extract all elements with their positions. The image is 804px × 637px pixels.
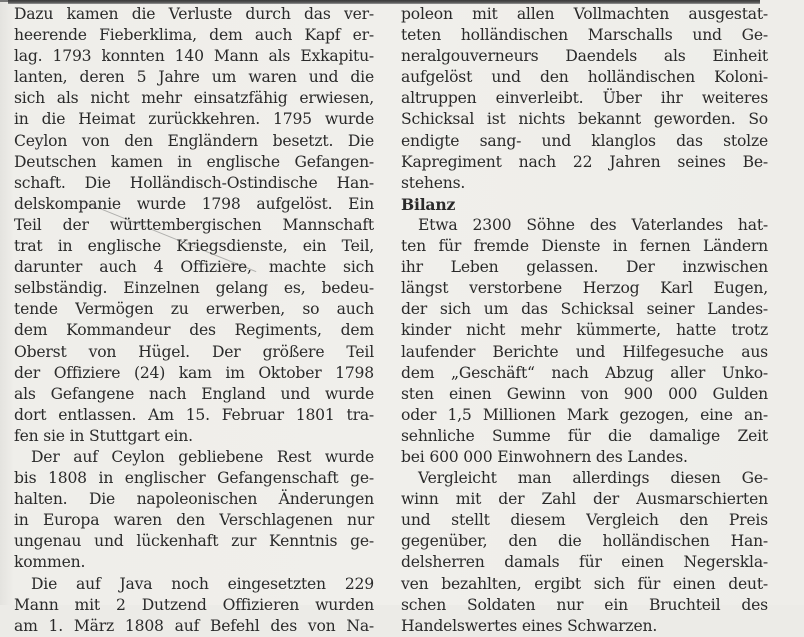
text-line: sich als nicht mehr einsatzfähig erwiesen, bbox=[14, 89, 374, 108]
text-line: neralgouverneurs Daendels als Einheit bbox=[401, 47, 768, 66]
text-line: Kapregiment nach 22 Jahren seines Be- bbox=[401, 152, 768, 171]
text-line: in die Heimat zurückkehren. 1795 wurde bbox=[14, 110, 374, 129]
text-line: Ceylon von den Engländern besetzt. Die bbox=[14, 131, 374, 150]
right-column bbox=[401, 4, 768, 637]
text-line: bei 600 000 Einwohnern des Landes. bbox=[401, 447, 688, 466]
text-line: selbständig. Einzelnen gelang es, bedeu- bbox=[14, 279, 374, 298]
text-line: sehnliche Summe für die damalige Zeit bbox=[401, 426, 768, 445]
text-line: lag. 1793 konnten 140 Mann als Exkapitu- bbox=[14, 47, 374, 66]
text-line: ven bezahlten, ergibt sich für einen deut- bbox=[401, 574, 768, 593]
text-line: teten holländischen Marschalls und Ge- bbox=[401, 26, 768, 45]
text-line: altruppen einverleibt. Über ihr weiteres bbox=[401, 89, 768, 108]
text-line: endigte sang- und klanglos das stolze bbox=[401, 131, 768, 150]
text-line: oder 1,5 Millionen Mark gezogen, eine an- bbox=[401, 405, 768, 424]
text-line: delskompanie wurde 1798 aufgelöst. Ein bbox=[14, 194, 374, 213]
text-line: der sich um das Schicksal seiner Landes- bbox=[401, 300, 768, 319]
left-column bbox=[14, 4, 374, 637]
text-line: halten. Die napoleonischen Änderungen bbox=[14, 490, 374, 509]
text-line: Mann mit 2 Dutzend Offizieren wurden bbox=[14, 595, 374, 614]
text-line: Die auf Java noch eingesetzten 229 bbox=[31, 574, 374, 593]
text-line: kinder nicht mehr kümmerte, hatte trotz bbox=[401, 321, 768, 340]
text-line: ihr Leben gelassen. Der inzwischen bbox=[401, 258, 768, 277]
text-line: Vergleicht man allerdings diesen Ge- bbox=[418, 469, 768, 488]
text-line: fen sie in Stuttgart ein. bbox=[14, 426, 193, 445]
top-rule-left-segment bbox=[0, 0, 8, 2]
text-line: dem „Geschäft“ nach Abzug aller Unko- bbox=[401, 363, 768, 382]
text-line: lanten, deren 5 Jahre um waren und die bbox=[14, 68, 374, 87]
text-line: ten für fremde Dienste in fernen Ländern bbox=[401, 237, 768, 256]
text-line: und stellt diesem Vergleich den Preis bbox=[401, 511, 768, 530]
section-heading: Bilanz bbox=[401, 194, 456, 214]
text-line: ungenau und lückenhaft zur Kenntnis ge- bbox=[14, 532, 374, 551]
text-line: winn mit der Zahl der Ausmarschierten bbox=[401, 490, 768, 509]
text-line: Handelswertes eines Schwarzen. bbox=[401, 616, 658, 635]
text-line: der Offiziere (24) kam im Oktober 1798 bbox=[14, 363, 374, 382]
text-line: Teil der württembergischen Mannschaft bbox=[14, 215, 374, 234]
text-line: laufender Berichte und Hilfegesuche aus bbox=[401, 342, 768, 361]
text-line: Etwa 2300 Söhne des Vaterlandes hat- bbox=[418, 215, 768, 234]
text-line: kommen. bbox=[14, 553, 86, 572]
text-line: darunter auch 4 Offiziere, machte sich bbox=[14, 258, 374, 277]
text-line: trat in englische Kriegsdienste, ein Teil, bbox=[14, 237, 374, 256]
text-line: in Europa waren den Verschlagenen nur bbox=[14, 511, 374, 530]
text-line: längst verstorbene Herzog Karl Eugen, bbox=[401, 279, 768, 298]
text-line: am 1. März 1808 auf Befehl des von Na- bbox=[14, 616, 374, 635]
text-line: heerende Fieberklima, dem auch Kapf er- bbox=[14, 26, 374, 45]
text-line: dort entlassen. Am 15. Februar 1801 tra- bbox=[14, 405, 374, 424]
text-line: Dazu kamen die Verluste durch das ver- bbox=[14, 5, 374, 23]
text-line: Oberst von Hügel. Der größere Teil bbox=[14, 342, 374, 361]
text-line: Schicksal ist nichts bekannt geworden. So bbox=[401, 110, 768, 129]
text-line: dem Kommandeur des Regiments, dem bbox=[14, 321, 374, 340]
text-line: poleon mit allen Vollmachten ausgestat- bbox=[401, 5, 768, 23]
text-line: bis 1808 in englischer Gefangenschaft ge- bbox=[14, 469, 374, 488]
text-line: schen Soldaten nur ein Bruchteil des bbox=[401, 595, 768, 614]
text-line: tende Vermögen zu erwerben, so auch bbox=[14, 300, 374, 319]
text-line: delsherren damals für einen Negerskla- bbox=[401, 553, 768, 572]
text-line: sten einen Gewinn von 900 000 Gulden bbox=[401, 384, 768, 403]
text-line: gegenüber, den die holländischen Han- bbox=[401, 532, 768, 551]
text-line: als Gefangene nach England und wurde bbox=[14, 384, 374, 403]
text-line: Deutschen kamen in englische Gefangen- bbox=[14, 152, 374, 171]
text-line: stehens. bbox=[401, 173, 466, 192]
text-line: schaft. Die Holländisch-Ostindische Han- bbox=[14, 173, 374, 192]
text-line: aufgelöst und den holländischen Koloni- bbox=[401, 68, 768, 87]
text-line: Der auf Ceylon gebliebene Rest wurde bbox=[31, 447, 374, 466]
